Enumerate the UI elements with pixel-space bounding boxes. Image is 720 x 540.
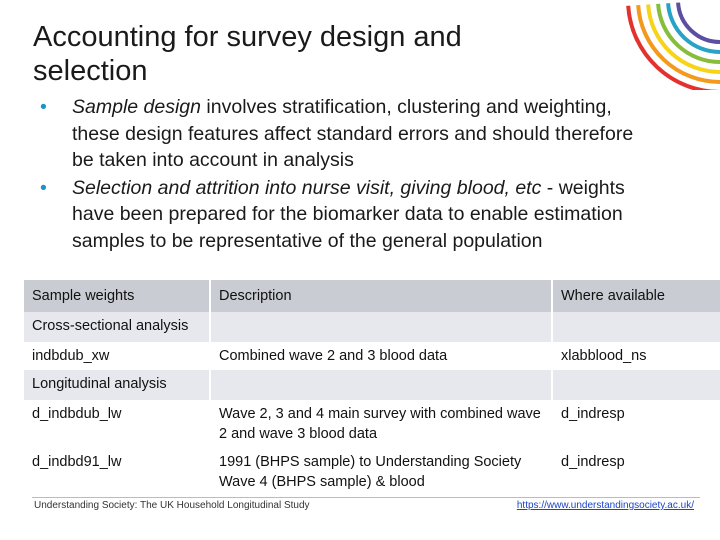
bullet-text: - weights — [541, 176, 625, 199]
table-row — [24, 342, 720, 370]
bullet-text: involves stratification, clustering and weighting, — [201, 96, 612, 118]
table-cell — [210, 312, 552, 342]
footer-divider — [32, 497, 700, 498]
table-cell — [552, 312, 720, 342]
table-section-row — [24, 370, 720, 400]
table-cell: d_indresp — [552, 448, 720, 496]
table-cell: d_indbdub_lw — [24, 400, 210, 448]
title-line-2: selection — [33, 55, 148, 87]
bullet-text: samples to be representative of the general population — [72, 229, 543, 252]
table-cell: Combined wave 2 and 3 blood data — [210, 342, 552, 370]
table-cell — [552, 370, 720, 400]
table-row — [24, 448, 720, 496]
logo-arc — [658, 4, 720, 62]
bullet-lead: Sample design — [72, 96, 201, 118]
bullet-lead: Selection and attrition into nurse visit, giving blood, etc — [72, 176, 542, 199]
bullet-icon: • — [40, 176, 47, 199]
slide-title — [33, 20, 553, 88]
column-header-description: Description — [210, 280, 552, 312]
bullet-text: be taken into account in analysis — [72, 149, 354, 171]
bullet-text: these design features affect standard errors and should therefore — [72, 122, 634, 145]
bullet-item-selection-attrition — [38, 175, 710, 255]
bullet-item-sample-design — [38, 94, 710, 174]
table-cell: Wave 2, 3 and 4 main survey with combined wave 2 and wave 3 blood data — [210, 400, 552, 448]
table-cell: xlabblood_ns — [552, 342, 720, 370]
table-cell: d_indbd91_lw — [24, 448, 210, 496]
understanding-society-logo-icon — [530, 0, 720, 90]
column-header-where-available: Where available — [552, 280, 720, 312]
footer-study-name: Understanding Society: The UK Household Longitudinal Study — [34, 500, 310, 511]
bullet-list — [38, 94, 710, 255]
table-header-row — [24, 280, 720, 312]
table-section-row — [24, 312, 720, 342]
sample-weights-table — [24, 280, 720, 496]
table-cell: Longitudinal analysis — [24, 370, 210, 400]
table-cell: Cross-sectional analysis — [24, 312, 210, 342]
table-row — [24, 400, 720, 448]
table-cell: 1991 (BHPS sample) to Understanding Society Wave 4 (BHPS sample) & blood — [210, 448, 552, 496]
bullet-icon: • — [40, 96, 47, 118]
footer-website-link[interactable]: https://www.understandingsociety.ac.uk/ — [516, 500, 694, 511]
bullet-text: have been prepared for the biomarker data to enable estimation — [72, 203, 623, 225]
table-cell — [210, 370, 552, 400]
title-line-1: Accounting for survey design and — [33, 21, 462, 53]
table-cell: indbdub_xw — [24, 342, 210, 370]
table-cell: d_indresp — [552, 400, 720, 448]
column-header-sample-weights: Sample weights — [24, 280, 210, 312]
